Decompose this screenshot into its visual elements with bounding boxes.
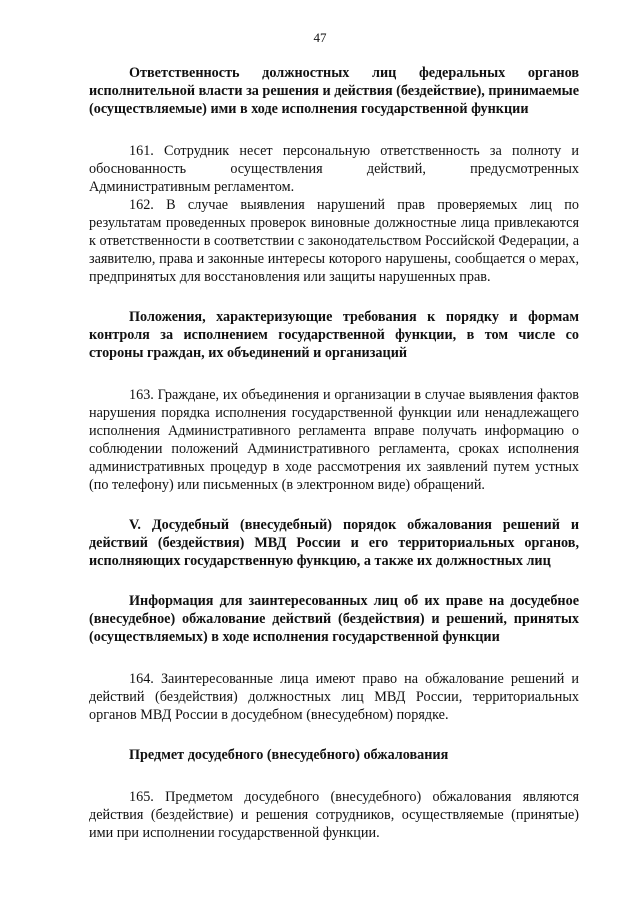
section-heading-appeal-procedure: V. Досудебный (внесудебный) порядок обжалования решений и действий (бездействия) МВД России и его территориальных органов, исполняющих государственную функцию, а также их должностных лиц xyxy=(89,517,579,569)
section-heading-responsibility: Ответственность должностных лиц федеральных органов исполнительной власти за решения и действия (бездействие), принимаемые (осуществляемые) ими в ходе исполнения государственной функции xyxy=(89,65,579,117)
paragraph-162: 162. В случае выявления нарушений прав проверяемых лиц по результатам проведенных проверок виновные должностные лица привлекаются к ответственности в соответствии с законодательством Российской Федерации, а заявителю, права и законные интересы которого нарушены, сообщается о мерах, предпринятых для восстановления или защиты нарушенных прав. xyxy=(89,197,579,285)
paragraph-164: 164. Заинтересованные лица имеют право на обжалование решений и действий (бездействия) должностных лиц МВД России, территориальных органов МВД России в досудебном (внесудебном) порядке. xyxy=(89,671,579,723)
paragraph-163: 163. Граждане, их объединения и организации в случае выявления фактов нарушения порядка исполнения государственной функции или ненадлежащего исполнения Административного регламента вправе получать информацию о соблюдении положений Административного регламента, сроках исполнения административных процедур в ходе рассмотрения их заявлений путем устных (по телефону) или письменных (в электронном виде) обращений. xyxy=(89,387,579,493)
section-heading-appeal-rights-info: Информация для заинтересованных лиц об их праве на досудебное (внесудебное) обжалование действий (бездействия) и решений, принятых (осуществляемых) в ходе исполнения государственной функции xyxy=(89,593,579,645)
page-content xyxy=(89,64,579,842)
paragraph-161: 161. Сотрудник несет персональную ответственность за полноту и обоснованность осуществления действий, предусмотренных Административным регламентом. xyxy=(89,143,579,195)
section-heading-appeal-subject: Предмет досудебного (внесудебного) обжалования xyxy=(129,747,449,763)
section-heading-control-requirements: Положения, характеризующие требования к порядку и формам контроля за исполнением государственной функции, в том числе со стороны граждан, их объединений и организаций xyxy=(89,309,579,361)
paragraph-165: 165. Предметом досудебного (внесудебного) обжалования являются действия (бездействие) и решения сотрудников, осуществляемые (принятые) ими при исполнении государственной функции. xyxy=(89,789,579,841)
page-number: 47 xyxy=(313,30,327,45)
